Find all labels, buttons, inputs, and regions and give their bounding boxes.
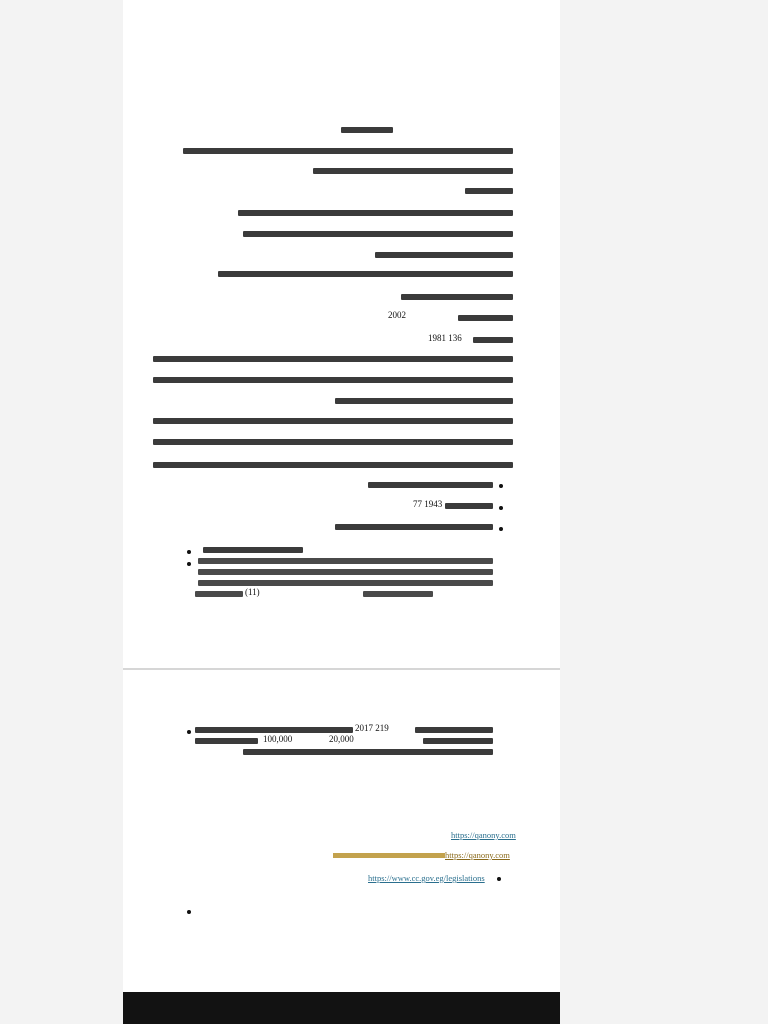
list-item [353,480,493,488]
text-line [153,460,513,468]
text-line [398,292,513,300]
page-two [123,670,560,992]
bullet-icon [187,550,191,554]
bullet-icon [497,877,501,881]
text-line [193,725,353,733]
qanony-article-link[interactable]: https://qanony.com [445,850,510,860]
penalty-law-numbers: 2017 219 [355,723,389,733]
bullet-icon [499,527,503,531]
text-line [373,250,513,258]
text-line [373,736,493,744]
text-line [313,166,513,174]
verse-heading [193,545,303,553]
verse-line [273,589,433,597]
text-line [333,396,513,404]
verse-line [193,556,493,564]
text-line [153,354,513,362]
verse-number: (11) [245,587,260,597]
text-line [468,335,513,343]
text-line [233,208,513,216]
law-reference: 1981 136 [428,333,462,343]
text-line [153,416,513,424]
fine-minimum: 20,000 [329,734,354,744]
bullet-icon [187,730,191,734]
text-line [218,269,513,277]
verse-line [193,567,493,575]
text-line [243,747,493,755]
bullet-icon [187,562,191,566]
qanony-link[interactable]: https://qanony.com [451,830,516,840]
text-line [153,375,513,383]
law-year: 2002 [388,310,406,320]
document-viewer [123,0,560,1024]
document-title [273,125,393,133]
text-line [153,437,513,445]
fine-maximum: 100,000 [263,734,293,744]
bullet-icon [499,506,503,510]
viewer-bottom-bar [123,992,560,1024]
text-line [453,186,513,194]
text-line [238,229,513,237]
list-item [333,522,493,530]
bullet-icon [187,910,191,914]
inheritance-law-numbers: 77 1943 [413,499,443,509]
constitutional-court-link[interactable]: https://www.cc.gov.eg/legislations [368,873,485,883]
highlighted-link-path[interactable] [333,853,445,858]
verse-line [193,589,243,597]
list-item [363,501,493,509]
text-line [183,146,513,154]
text-line [423,313,513,321]
verse-line [193,578,493,586]
bullet-icon [499,484,503,488]
text-line [193,736,258,744]
text-line [413,725,493,733]
page-one [123,0,560,668]
